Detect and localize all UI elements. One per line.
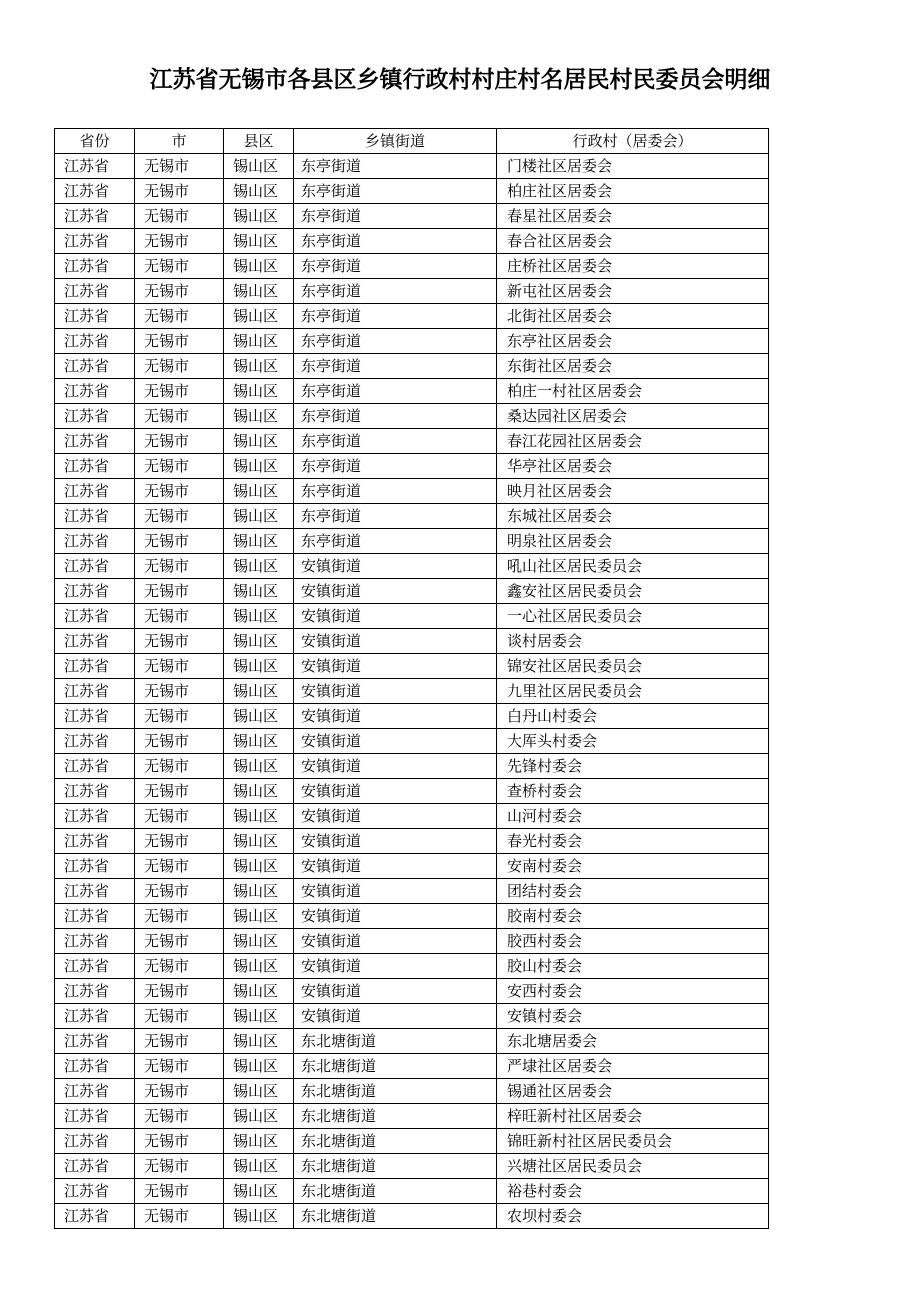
cell-district: 锡山区 (224, 504, 294, 529)
cell-city: 无锡市 (135, 1129, 224, 1154)
cell-street: 安镇街道 (294, 904, 497, 929)
cell-district: 锡山区 (224, 254, 294, 279)
page-title: 江苏省无锡市各县区乡镇行政村村庄村名居民村民委员会明细 (149, 67, 771, 93)
header-row (55, 129, 769, 154)
header-city: 市 (135, 129, 224, 154)
cell-street: 东亭街道 (294, 304, 497, 329)
table-row (55, 304, 769, 329)
cell-province: 江苏省 (55, 1004, 135, 1029)
cell-village: 东北塘居委会 (497, 1029, 769, 1054)
table-row (55, 1204, 769, 1229)
cell-street: 东北塘街道 (294, 1104, 497, 1129)
cell-city: 无锡市 (135, 1004, 224, 1029)
cell-province: 江苏省 (55, 179, 135, 204)
cell-city: 无锡市 (135, 154, 224, 179)
cell-district: 锡山区 (224, 1054, 294, 1079)
cell-province: 江苏省 (55, 1054, 135, 1079)
table-row (55, 429, 769, 454)
table-row (55, 929, 769, 954)
cell-village: 柏庄一村社区居委会 (497, 379, 769, 404)
cell-province: 江苏省 (55, 329, 135, 354)
cell-street: 安镇街道 (294, 604, 497, 629)
cell-city: 无锡市 (135, 779, 224, 804)
cell-village: 锦安社区居民委员会 (497, 654, 769, 679)
cell-village: 春光村委会 (497, 829, 769, 854)
cell-district: 锡山区 (224, 579, 294, 604)
cell-city: 无锡市 (135, 704, 224, 729)
cell-city: 无锡市 (135, 179, 224, 204)
cell-province: 江苏省 (55, 229, 135, 254)
cell-city: 无锡市 (135, 1079, 224, 1104)
cell-village: 白丹山村委会 (497, 704, 769, 729)
cell-district: 锡山区 (224, 429, 294, 454)
cell-city: 无锡市 (135, 1154, 224, 1179)
table-row (55, 154, 769, 179)
header-street: 乡镇街道 (294, 129, 497, 154)
cell-street: 安镇街道 (294, 629, 497, 654)
cell-street: 安镇街道 (294, 579, 497, 604)
cell-province: 江苏省 (55, 1129, 135, 1154)
cell-village: 谈村居委会 (497, 629, 769, 654)
cell-city: 无锡市 (135, 954, 224, 979)
cell-district: 锡山区 (224, 604, 294, 629)
cell-street: 安镇街道 (294, 979, 497, 1004)
cell-district: 锡山区 (224, 879, 294, 904)
cell-province: 江苏省 (55, 254, 135, 279)
cell-province: 江苏省 (55, 204, 135, 229)
cell-district: 锡山区 (224, 554, 294, 579)
cell-province: 江苏省 (55, 1179, 135, 1204)
cell-street: 东亭街道 (294, 329, 497, 354)
cell-district: 锡山区 (224, 204, 294, 229)
committee-table (54, 128, 769, 1229)
cell-street: 安镇街道 (294, 779, 497, 804)
cell-village: 春江花园社区居委会 (497, 429, 769, 454)
cell-city: 无锡市 (135, 404, 224, 429)
cell-village: 新屯社区居委会 (497, 279, 769, 304)
cell-street: 安镇街道 (294, 954, 497, 979)
cell-city: 无锡市 (135, 829, 224, 854)
cell-district: 锡山区 (224, 1079, 294, 1104)
cell-village: 先锋村委会 (497, 754, 769, 779)
cell-province: 江苏省 (55, 679, 135, 704)
cell-street: 安镇街道 (294, 1004, 497, 1029)
cell-province: 江苏省 (55, 954, 135, 979)
cell-street: 安镇街道 (294, 754, 497, 779)
cell-street: 安镇街道 (294, 829, 497, 854)
cell-province: 江苏省 (55, 804, 135, 829)
cell-province: 江苏省 (55, 929, 135, 954)
cell-street: 东亭街道 (294, 404, 497, 429)
table-row (55, 404, 769, 429)
cell-city: 无锡市 (135, 629, 224, 654)
table-row (55, 329, 769, 354)
cell-city: 无锡市 (135, 854, 224, 879)
cell-street: 东北塘街道 (294, 1154, 497, 1179)
cell-province: 江苏省 (55, 1079, 135, 1104)
cell-province: 江苏省 (55, 554, 135, 579)
cell-province: 江苏省 (55, 904, 135, 929)
cell-street: 东北塘街道 (294, 1054, 497, 1079)
cell-district: 锡山区 (224, 179, 294, 204)
cell-district: 锡山区 (224, 1154, 294, 1179)
cell-street: 东亭街道 (294, 154, 497, 179)
cell-province: 江苏省 (55, 729, 135, 754)
cell-district: 锡山区 (224, 629, 294, 654)
cell-province: 江苏省 (55, 404, 135, 429)
table-row (55, 1154, 769, 1179)
cell-district: 锡山区 (224, 829, 294, 854)
table-row (55, 679, 769, 704)
cell-province: 江苏省 (55, 454, 135, 479)
table-row (55, 479, 769, 504)
table-row (55, 179, 769, 204)
table-row (55, 1079, 769, 1104)
cell-district: 锡山区 (224, 304, 294, 329)
cell-street: 东亭街道 (294, 279, 497, 304)
cell-province: 江苏省 (55, 429, 135, 454)
cell-village: 映月社区居委会 (497, 479, 769, 504)
cell-province: 江苏省 (55, 304, 135, 329)
cell-district: 锡山区 (224, 1129, 294, 1154)
cell-street: 东北塘街道 (294, 1079, 497, 1104)
cell-district: 锡山区 (224, 529, 294, 554)
cell-village: 华亭社区居委会 (497, 454, 769, 479)
cell-street: 安镇街道 (294, 654, 497, 679)
cell-province: 江苏省 (55, 979, 135, 1004)
cell-city: 无锡市 (135, 229, 224, 254)
table-row (55, 579, 769, 604)
table-row (55, 1129, 769, 1154)
cell-city: 无锡市 (135, 454, 224, 479)
cell-street: 东北塘街道 (294, 1129, 497, 1154)
cell-city: 无锡市 (135, 379, 224, 404)
cell-district: 锡山区 (224, 679, 294, 704)
cell-district: 锡山区 (224, 154, 294, 179)
cell-village: 裕巷村委会 (497, 1179, 769, 1204)
cell-village: 兴塘社区居民委员会 (497, 1154, 769, 1179)
cell-village: 安南村委会 (497, 854, 769, 879)
cell-district: 锡山区 (224, 1004, 294, 1029)
cell-city: 无锡市 (135, 354, 224, 379)
cell-district: 锡山区 (224, 1179, 294, 1204)
cell-street: 东亭街道 (294, 479, 497, 504)
cell-city: 无锡市 (135, 679, 224, 704)
cell-street: 东北塘街道 (294, 1029, 497, 1054)
cell-city: 无锡市 (135, 279, 224, 304)
header-province: 省份 (55, 129, 135, 154)
cell-city: 无锡市 (135, 429, 224, 454)
cell-street: 安镇街道 (294, 704, 497, 729)
cell-province: 江苏省 (55, 504, 135, 529)
cell-city: 无锡市 (135, 1179, 224, 1204)
cell-street: 东北塘街道 (294, 1204, 497, 1229)
table-row (55, 504, 769, 529)
cell-city: 无锡市 (135, 1104, 224, 1129)
cell-district: 锡山区 (224, 954, 294, 979)
cell-province: 江苏省 (55, 629, 135, 654)
cell-street: 东亭街道 (294, 379, 497, 404)
cell-village: 安西村委会 (497, 979, 769, 1004)
cell-village: 明泉社区居委会 (497, 529, 769, 554)
cell-district: 锡山区 (224, 729, 294, 754)
table-row (55, 1054, 769, 1079)
table-row (55, 804, 769, 829)
table-row (55, 229, 769, 254)
cell-village: 农坝村委会 (497, 1204, 769, 1229)
cell-village: 东城社区居委会 (497, 504, 769, 529)
cell-city: 无锡市 (135, 554, 224, 579)
cell-district: 锡山区 (224, 704, 294, 729)
cell-village: 查桥村委会 (497, 779, 769, 804)
table-row (55, 704, 769, 729)
cell-village: 严埭社区居委会 (497, 1054, 769, 1079)
cell-village: 一心社区居民委员会 (497, 604, 769, 629)
cell-city: 无锡市 (135, 729, 224, 754)
cell-province: 江苏省 (55, 829, 135, 854)
cell-village: 春星社区居委会 (497, 204, 769, 229)
cell-city: 无锡市 (135, 904, 224, 929)
cell-city: 无锡市 (135, 304, 224, 329)
table-row (55, 1029, 769, 1054)
cell-district: 锡山区 (224, 379, 294, 404)
cell-city: 无锡市 (135, 804, 224, 829)
cell-district: 锡山区 (224, 804, 294, 829)
cell-city: 无锡市 (135, 929, 224, 954)
cell-street: 东亭街道 (294, 354, 497, 379)
table-row (55, 279, 769, 304)
cell-province: 江苏省 (55, 279, 135, 304)
cell-province: 江苏省 (55, 1154, 135, 1179)
table-row (55, 1004, 769, 1029)
cell-street: 安镇街道 (294, 729, 497, 754)
table-row (55, 654, 769, 679)
table-row (55, 1104, 769, 1129)
cell-province: 江苏省 (55, 579, 135, 604)
table-row (55, 954, 769, 979)
table-header (55, 129, 769, 154)
cell-street: 东亭街道 (294, 204, 497, 229)
cell-province: 江苏省 (55, 754, 135, 779)
table-row (55, 729, 769, 754)
table-body (55, 154, 769, 1229)
cell-city: 无锡市 (135, 979, 224, 1004)
cell-province: 江苏省 (55, 854, 135, 879)
cell-province: 江苏省 (55, 879, 135, 904)
cell-district: 锡山区 (224, 654, 294, 679)
cell-street: 安镇街道 (294, 879, 497, 904)
cell-province: 江苏省 (55, 604, 135, 629)
cell-city: 无锡市 (135, 1054, 224, 1079)
cell-street: 东亭街道 (294, 454, 497, 479)
cell-village: 桑达园社区居委会 (497, 404, 769, 429)
table-row (55, 904, 769, 929)
table-row (55, 254, 769, 279)
cell-village: 大厍头村委会 (497, 729, 769, 754)
cell-street: 安镇街道 (294, 554, 497, 579)
cell-city: 无锡市 (135, 329, 224, 354)
cell-district: 锡山区 (224, 354, 294, 379)
table-row (55, 629, 769, 654)
cell-village: 鑫安社区居民委员会 (497, 579, 769, 604)
cell-village: 团结村委会 (497, 879, 769, 904)
cell-village: 东亭社区居委会 (497, 329, 769, 354)
header-village: 行政村（居委会） (497, 129, 769, 154)
cell-street: 安镇街道 (294, 804, 497, 829)
cell-city: 无锡市 (135, 1204, 224, 1229)
cell-city: 无锡市 (135, 754, 224, 779)
cell-district: 锡山区 (224, 1204, 294, 1229)
cell-province: 江苏省 (55, 1204, 135, 1229)
cell-district: 锡山区 (224, 404, 294, 429)
table-row (55, 754, 769, 779)
cell-district: 锡山区 (224, 479, 294, 504)
cell-province: 江苏省 (55, 479, 135, 504)
cell-district: 锡山区 (224, 904, 294, 929)
table-row (55, 979, 769, 1004)
cell-village: 庄桥社区居委会 (497, 254, 769, 279)
table-row (55, 604, 769, 629)
cell-district: 锡山区 (224, 1029, 294, 1054)
cell-district: 锡山区 (224, 979, 294, 1004)
cell-city: 无锡市 (135, 204, 224, 229)
cell-province: 江苏省 (55, 1104, 135, 1129)
cell-village: 胶南村委会 (497, 904, 769, 929)
table-row (55, 779, 769, 804)
cell-city: 无锡市 (135, 604, 224, 629)
cell-street: 安镇街道 (294, 854, 497, 879)
cell-street: 东亭街道 (294, 254, 497, 279)
cell-street: 东亭街道 (294, 429, 497, 454)
cell-street: 东亭街道 (294, 504, 497, 529)
cell-province: 江苏省 (55, 779, 135, 804)
table-row (55, 454, 769, 479)
cell-district: 锡山区 (224, 229, 294, 254)
cell-district: 锡山区 (224, 1104, 294, 1129)
cell-street: 东亭街道 (294, 179, 497, 204)
cell-street: 东北塘街道 (294, 1179, 497, 1204)
table-row (55, 554, 769, 579)
table-row (55, 854, 769, 879)
table-row (55, 879, 769, 904)
table-row (55, 354, 769, 379)
cell-village: 锦旺新村社区居民委员会 (497, 1129, 769, 1154)
cell-city: 无锡市 (135, 879, 224, 904)
cell-village: 九里社区居民委员会 (497, 679, 769, 704)
cell-village: 梓旺新村社区居委会 (497, 1104, 769, 1129)
cell-street: 安镇街道 (294, 679, 497, 704)
table-row (55, 204, 769, 229)
cell-village: 安镇村委会 (497, 1004, 769, 1029)
table-row (55, 1179, 769, 1204)
table-row (55, 379, 769, 404)
header-district: 县区 (224, 129, 294, 154)
cell-city: 无锡市 (135, 254, 224, 279)
cell-district: 锡山区 (224, 279, 294, 304)
cell-city: 无锡市 (135, 479, 224, 504)
cell-village: 门楼社区居委会 (497, 154, 769, 179)
cell-city: 无锡市 (135, 529, 224, 554)
cell-province: 江苏省 (55, 704, 135, 729)
cell-village: 胶西村委会 (497, 929, 769, 954)
cell-district: 锡山区 (224, 854, 294, 879)
cell-village: 吼山社区居民委员会 (497, 554, 769, 579)
cell-district: 锡山区 (224, 754, 294, 779)
cell-village: 春合社区居委会 (497, 229, 769, 254)
cell-province: 江苏省 (55, 1029, 135, 1054)
cell-city: 无锡市 (135, 654, 224, 679)
cell-street: 东亭街道 (294, 529, 497, 554)
cell-province: 江苏省 (55, 154, 135, 179)
cell-province: 江苏省 (55, 354, 135, 379)
cell-province: 江苏省 (55, 379, 135, 404)
cell-district: 锡山区 (224, 454, 294, 479)
cell-district: 锡山区 (224, 929, 294, 954)
cell-city: 无锡市 (135, 579, 224, 604)
cell-village: 北街社区居委会 (497, 304, 769, 329)
cell-district: 锡山区 (224, 329, 294, 354)
cell-village: 东街社区居委会 (497, 354, 769, 379)
cell-village: 锡通社区居委会 (497, 1079, 769, 1104)
cell-city: 无锡市 (135, 1029, 224, 1054)
table-row (55, 829, 769, 854)
cell-street: 东亭街道 (294, 229, 497, 254)
cell-district: 锡山区 (224, 779, 294, 804)
cell-province: 江苏省 (55, 529, 135, 554)
cell-village: 山河村委会 (497, 804, 769, 829)
table-row (55, 529, 769, 554)
cell-village: 柏庄社区居委会 (497, 179, 769, 204)
cell-street: 安镇街道 (294, 929, 497, 954)
cell-province: 江苏省 (55, 654, 135, 679)
cell-city: 无锡市 (135, 504, 224, 529)
cell-village: 胶山村委会 (497, 954, 769, 979)
